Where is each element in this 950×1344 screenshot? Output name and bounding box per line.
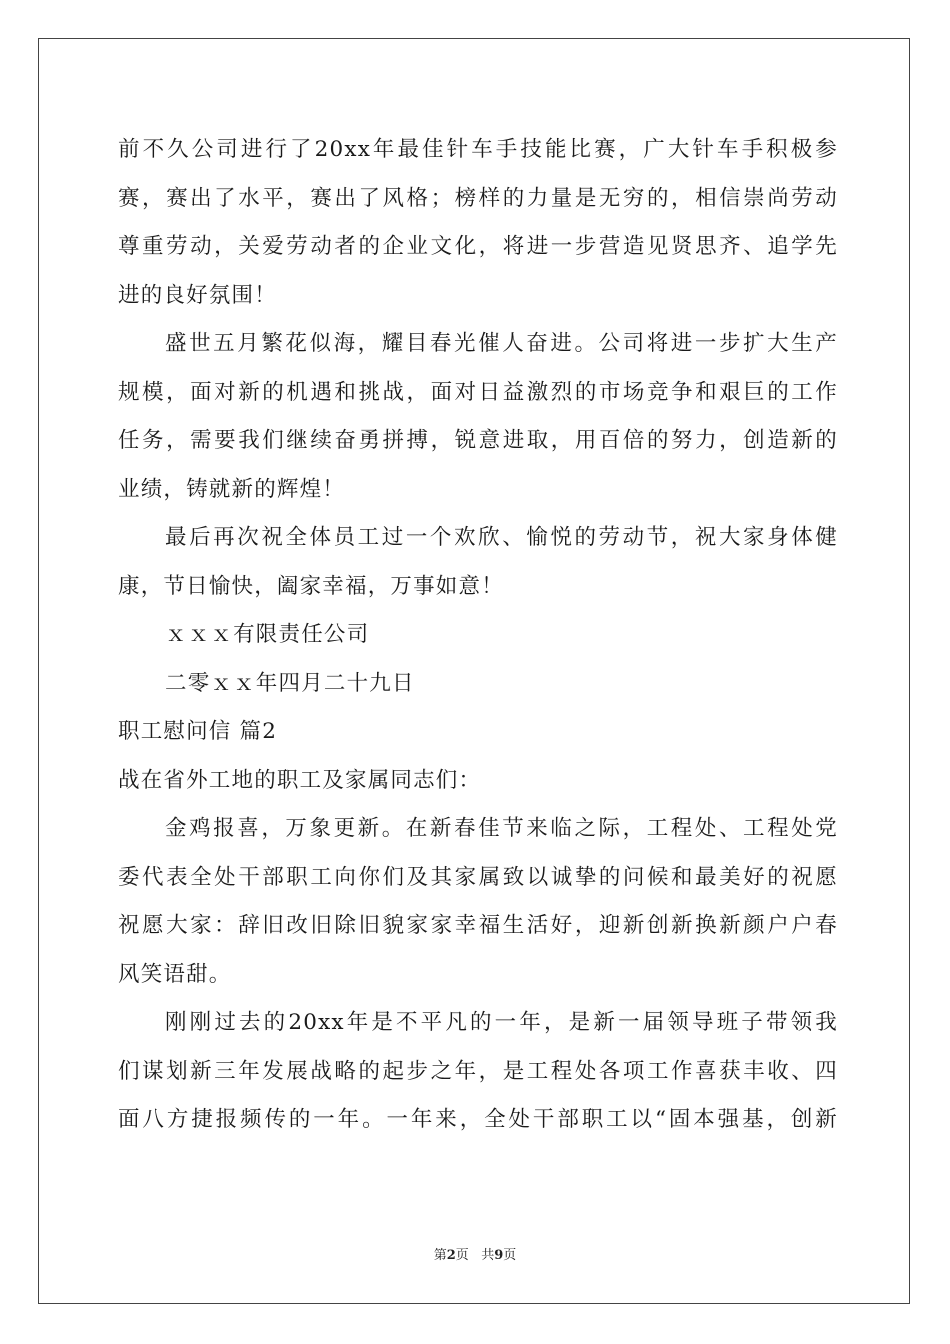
text-line: 战在省外工地的职工及家属同志们： [118, 767, 482, 793]
text-line: 盛世五月繁花似海，耀目春光催人奋进。公司将进一步扩大生产 [165, 331, 838, 356]
text-line: 尊重劳动，关爱劳动者的企业文化，将进一步营造见贤思齐、追学先 [118, 234, 838, 259]
text-line: 委代表全处干部职工向你们及其家属致以诚挚的问候和最美好的祝愿 [118, 864, 838, 890]
text-line: 业绩，铸就新的辉煌！ [118, 476, 346, 502]
text-line: 祝愿大家：辞旧改旧除旧貌家家幸福生活好，迎新创新换新颜户户春 [118, 913, 838, 938]
text-line: 刚刚过去的20xx年是不平凡的一年，是新一届领导班子带领我 [165, 1010, 838, 1035]
text-line: 们谋划新三年发展战略的起步之年，是工程处各项工作喜获丰收、四 [118, 1058, 838, 1084]
paragraph [118, 320, 838, 514]
text-line: ｘｘｘ有限责任公司 [165, 622, 370, 647]
salutation [118, 757, 838, 806]
document-body [118, 126, 838, 1145]
text-line: 赛，赛出了水平，赛出了风格；榜样的力量是无穷的，相信崇尚劳动 [118, 185, 838, 211]
text-line: 最后再次祝全体员工过一个欢欣、愉悦的劳动节，祝大家身体健 [165, 525, 838, 550]
text-line: 康，节日愉快，阖家幸福，万事如意！ [118, 573, 504, 599]
text-line: 规模，面对新的机遇和挑战，面对日益激烈的市场竞争和艰巨的工作 [118, 379, 838, 405]
text-line: 风笑语甜。 [118, 961, 232, 987]
page-label-suffix: 页 [455, 1248, 469, 1263]
text-line: 金鸡报喜，万象更新。在新春佳节来临之际，工程处、工程处党 [165, 816, 838, 841]
page-number: 2 [446, 1248, 456, 1263]
page-label-prefix: 第 [433, 1248, 447, 1263]
page-footer [0, 1247, 950, 1265]
total-pages: 9 [494, 1248, 504, 1263]
paragraph [118, 999, 838, 1145]
paragraph [118, 126, 838, 320]
section-heading [118, 708, 838, 757]
signature-date [118, 660, 838, 709]
text-line: 前不久公司进行了20xx年最佳针车手技能比赛，广大针车手积极参 [118, 137, 838, 162]
total-label-prefix: 共 [481, 1248, 495, 1263]
text-line: 职工慰问信 篇2 [118, 719, 278, 744]
text-line: 二零ｘｘ年四月二十九日 [165, 670, 415, 696]
text-line: 任务，需要我们继续奋勇拼搏，锐意进取，用百倍的努力，创造新的 [118, 428, 838, 453]
paragraph [118, 805, 838, 999]
total-label-suffix: 页 [503, 1248, 517, 1263]
text-line: 面八方捷报频传的一年。一年来，全处干部职工以“固本强基，创新 [118, 1107, 838, 1132]
signature-company [118, 611, 838, 660]
text-line: 进的良好氛围！ [118, 282, 277, 308]
paragraph [118, 514, 838, 611]
